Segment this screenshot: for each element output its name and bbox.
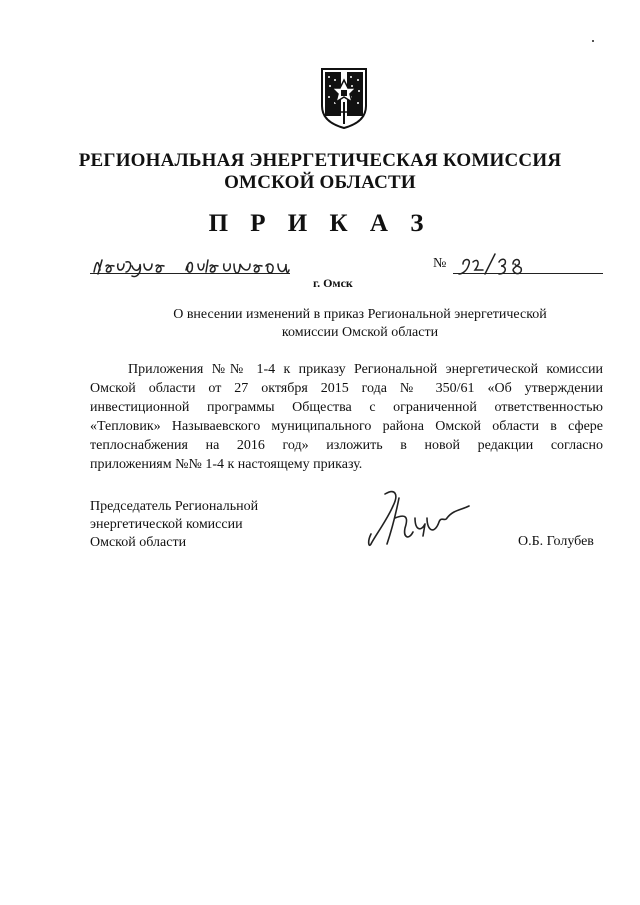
body-line: «Тепловик» Называевского муниципального района Омской области в сфере xyxy=(90,419,603,434)
document-type: П Р И К А З xyxy=(208,210,432,237)
signer-position-line-3: Омской области xyxy=(90,535,187,550)
scan-speck xyxy=(592,40,594,42)
order-number-underline xyxy=(453,273,603,274)
order-subject-line-1: О внесении изменений в приказ Региональной энергетической xyxy=(173,307,547,322)
order-body xyxy=(90,360,603,474)
signer-position-line-2: энергетической комиссии xyxy=(90,517,243,532)
order-subject xyxy=(140,306,580,342)
body-line: приложениям №№ 1-4 к настоящему приказу. xyxy=(90,457,363,472)
body-line: теплоснабжения на 2016 год» изложить в новой редакции согласно xyxy=(90,438,603,453)
signer-name: О.Б. Голубев xyxy=(518,534,594,549)
organization-title-line-1: РЕГИОНАЛЬНАЯ ЭНЕРГЕТИЧЕСКАЯ КОМИССИЯ xyxy=(78,150,562,171)
body-line: Приложения №№ 1-4 к приказу Региональной энергетической комиссии xyxy=(128,362,603,377)
order-subject-line-2: комиссии Омской области xyxy=(281,325,439,340)
organization-title xyxy=(0,150,640,194)
date-underline xyxy=(90,273,290,274)
signer-position-line-1: Председатель Региональной xyxy=(90,499,259,514)
signer-position xyxy=(90,498,258,552)
body-line: инвестиционной программы Общества с ограниченной ответственностью xyxy=(90,400,603,415)
city-label: г. Омск xyxy=(313,276,353,290)
signature-icon xyxy=(365,488,475,548)
coat-of-arms-icon xyxy=(319,66,369,130)
order-number-label: № xyxy=(433,256,447,271)
body-line: Омской области от 27 октября 2015 года № 350/61 «Об утверждении xyxy=(90,381,603,396)
organization-title-line-2: ОМСКОЙ ОБЛАСТИ xyxy=(224,172,416,193)
handwritten-date xyxy=(90,252,290,278)
